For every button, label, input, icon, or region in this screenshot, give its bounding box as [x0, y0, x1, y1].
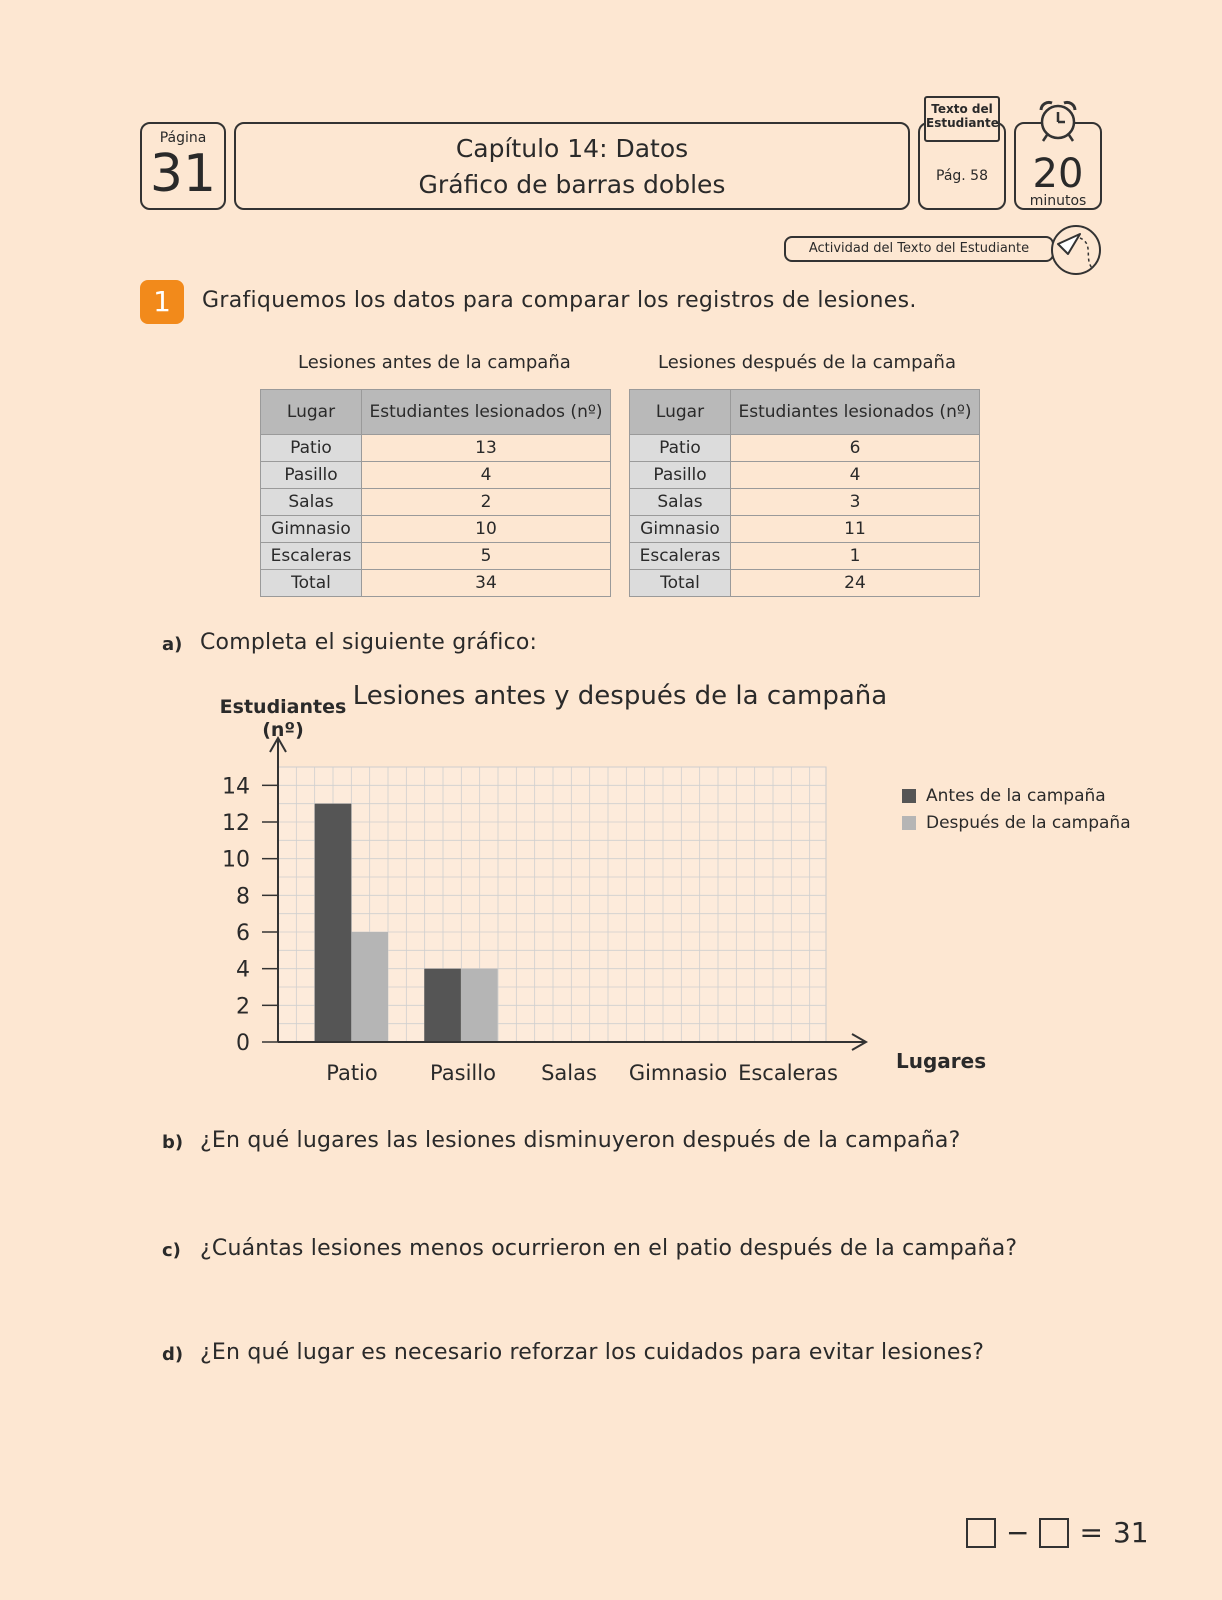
- table-cell: Escaleras: [261, 543, 362, 570]
- table-row: [630, 543, 980, 570]
- bar-pasillo-after: [461, 969, 498, 1042]
- y-tick-label: 8: [236, 884, 250, 910]
- equation-minus: −: [1006, 1516, 1030, 1549]
- table-row: [630, 570, 980, 597]
- x-tick-label: Salas: [541, 1061, 597, 1085]
- exercise-instruction: Grafiquemos los datos para comparar los registros de lesiones.: [202, 288, 917, 313]
- table-before-caption: Lesiones antes de la campaña: [298, 352, 571, 373]
- blank-box: [966, 1518, 996, 1548]
- legend-swatch-before: [902, 789, 916, 803]
- x-axis-label: Lugares: [896, 1049, 987, 1073]
- legend-item-before: [902, 782, 1131, 809]
- table-cell: 11: [731, 516, 980, 543]
- table-cell: 24: [731, 570, 980, 597]
- y-axis-unit: (nº): [262, 719, 304, 741]
- question-a-text: Completa el siguiente gráfico:: [200, 630, 538, 655]
- page-number-box: [140, 122, 226, 210]
- table-cell: 2: [362, 489, 611, 516]
- question-d-letter: d): [162, 1344, 184, 1365]
- y-tick-label: 4: [236, 957, 250, 983]
- table-row: [261, 543, 611, 570]
- table-cell: 13: [362, 435, 611, 462]
- chapter-title-box: [234, 122, 910, 210]
- x-tick-label: Escaleras: [738, 1061, 838, 1085]
- x-tick-label: Patio: [326, 1061, 378, 1085]
- table-cell: Pasillo: [261, 462, 362, 489]
- bar-patio-before: [315, 804, 352, 1042]
- bar-pasillo-before: [424, 969, 461, 1042]
- y-axis-label: Estudiantes: [219, 696, 347, 718]
- question-d-text: ¿En qué lugar es necesario reforzar los cuidados para evitar lesiones?: [200, 1340, 985, 1365]
- table-row: [261, 516, 611, 543]
- x-axis-categories: [326, 1061, 838, 1085]
- table-cell: 3: [731, 489, 980, 516]
- table-cell: Pasillo: [630, 462, 731, 489]
- table-row: [630, 435, 980, 462]
- table-row: [630, 489, 980, 516]
- book-label-line2: Estudiante: [926, 116, 999, 130]
- table-row: [261, 570, 611, 597]
- page-equation: [966, 1516, 1149, 1549]
- table-cell: Salas: [630, 489, 731, 516]
- time-unit: minutos: [1029, 193, 1087, 209]
- question-c-text: ¿Cuántas lesiones menos ocurrieron en el patio después de la campaña?: [200, 1236, 1018, 1261]
- question-a-letter: a): [162, 634, 183, 655]
- table-cell: Patio: [630, 435, 731, 462]
- lesson-title: Gráfico de barras dobles: [418, 170, 726, 199]
- table-row: [630, 516, 980, 543]
- chapter-title: Capítulo 14: Datos: [455, 134, 689, 163]
- legend-item-after: [902, 809, 1131, 836]
- exercise-number: 1: [140, 280, 184, 324]
- table-row: [630, 462, 980, 489]
- table-cell: 1: [731, 543, 980, 570]
- equation-result: 31: [1112, 1516, 1149, 1549]
- table-cell: Salas: [261, 489, 362, 516]
- equation-equals: =: [1079, 1516, 1103, 1549]
- table-cell: Patio: [261, 435, 362, 462]
- table-cell: Gimnasio: [630, 516, 731, 543]
- table-cell: 4: [362, 462, 611, 489]
- time-value: 20: [1032, 151, 1084, 197]
- table-row: [261, 462, 611, 489]
- legend-label-after: Después de la campaña: [926, 812, 1131, 833]
- table-cell: 6: [731, 435, 980, 462]
- x-tick-label: Pasillo: [430, 1061, 496, 1085]
- y-tick-label: 0: [236, 1031, 250, 1056]
- table-header: Estudiantes lesionados (nº): [731, 390, 980, 435]
- chart-legend: [902, 782, 1131, 836]
- activity-label: Actividad del Texto del Estudiante: [784, 236, 1054, 262]
- table-cell: Total: [261, 570, 362, 597]
- table-header: Estudiantes lesionados (nº): [362, 390, 611, 435]
- table-header: Lugar: [261, 390, 362, 435]
- table-cell: Gimnasio: [261, 516, 362, 543]
- table-row: [261, 489, 611, 516]
- y-tick-label: 12: [222, 811, 250, 836]
- y-tick-label: 6: [236, 921, 250, 946]
- page-number: 31: [149, 144, 217, 204]
- legend-label-before: Antes de la campaña: [926, 785, 1106, 806]
- book-page: Pág. 58: [936, 168, 988, 184]
- table-cell: 4: [731, 462, 980, 489]
- table-cell: 34: [362, 570, 611, 597]
- book-icon: [924, 96, 1000, 142]
- table-header: Lugar: [630, 390, 731, 435]
- y-tick-label: 10: [222, 847, 250, 873]
- table-before: [260, 389, 611, 597]
- blank-box: [1039, 1518, 1069, 1548]
- table-after-caption: Lesiones después de la campaña: [658, 352, 956, 373]
- bar-patio-after: [351, 932, 388, 1042]
- paper-plane-icon: [1050, 224, 1102, 276]
- book-label-line1: Texto del: [931, 102, 993, 116]
- table-cell: 5: [362, 543, 611, 570]
- y-tick-label: 14: [222, 774, 250, 800]
- question-b-letter: b): [162, 1132, 184, 1153]
- page-label: Página: [159, 130, 207, 146]
- legend-swatch-after: [902, 816, 916, 830]
- table-cell: 10: [362, 516, 611, 543]
- table-after: [629, 389, 980, 597]
- table-cell: Escaleras: [630, 543, 731, 570]
- table-cell: Total: [630, 570, 731, 597]
- question-c-letter: c): [162, 1240, 181, 1261]
- x-tick-label: Gimnasio: [628, 1061, 728, 1085]
- question-b-text: ¿En qué lugares las lesiones disminuyeron después de la campaña?: [200, 1128, 961, 1153]
- double-bar-chart: [210, 680, 990, 1110]
- y-tick-label: 2: [236, 994, 250, 1020]
- table-row: [261, 435, 611, 462]
- alarm-clock-icon: [1032, 98, 1084, 144]
- chart-ticks: [222, 774, 278, 1056]
- chart-title: Lesiones antes y después de la campaña: [352, 681, 888, 711]
